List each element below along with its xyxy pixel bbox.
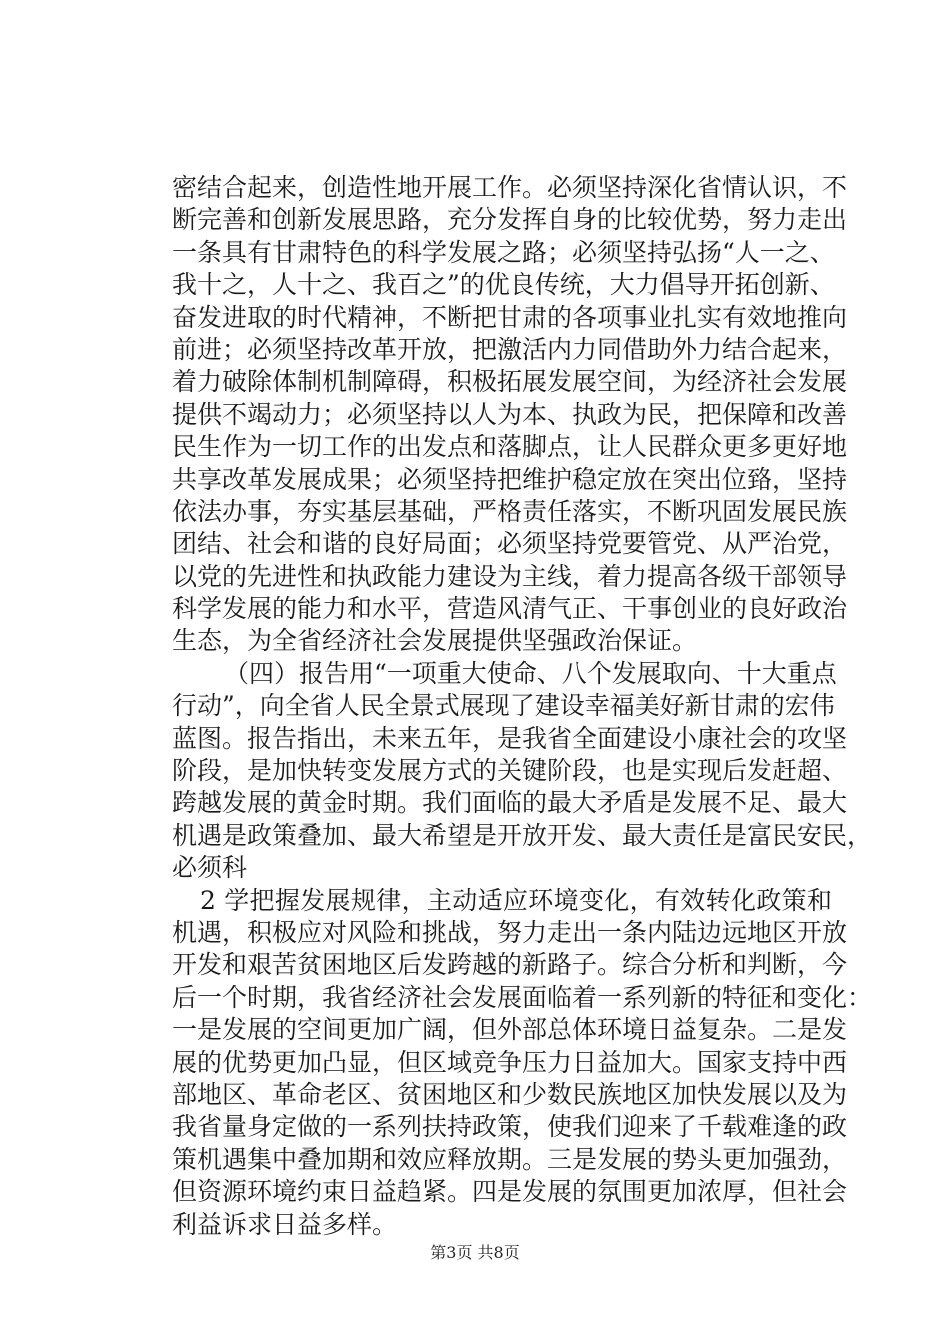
text-line: 前进；必须坚持改革开放，把激活内力同借助外力结合起来， [172,334,848,364]
text-line: 但资源环境约束日益趋紧。四是发展的氛围更加浓厚，但社会 [172,1177,848,1207]
text-line: 展的优势更加凸显，但区域竞争压力日益加大。国家支持中西 [172,1047,848,1077]
text-line: 团结、社会和谐的良好局面；必须坚持党要管党、从严治党， [172,529,848,559]
page-footer [0,1240,950,1263]
document-body [172,172,873,1241]
text-line: 民生作为一切工作的出发点和落脚点，让人民群众更多更好地 [172,432,848,462]
page-number-label: 第3页 共8页 [430,1243,520,1262]
text-line: 2 学把握发展规律，主动适应环境变化，有效转化政策和 [200,885,832,915]
text-line: 依法办事，夯实基层基础，严格责任落实，不断巩固发展民族 [172,496,848,526]
paragraph-analysis [172,885,873,1241]
text-line: 奋发进取的时代精神，不断把甘肃的各项事业扎实有效地推向 [172,302,848,332]
text-line: 科学发展的能力和水平，营造风清气正、干事创业的良好政治 [172,594,848,624]
text-line: 跨越发展的黄金时期。我们面临的最大矛盾是发展不足、最大 [172,788,848,818]
paragraph-continuation [172,172,848,658]
text-line: 利益诉求日益多样。 [172,1209,398,1239]
text-line: 机遇是政策叠加、最大希望是开放开发、最大责任是富民安民， [172,820,873,850]
text-line: 行动”，向全省人民全景式展现了建设幸福美好新甘肃的宏伟 [172,691,835,721]
text-line: 部地区、革命老区、贫困地区和少数民族地区加快发展以及为 [172,1079,848,1109]
paragraph-section-four [172,658,873,885]
text-line: 我省量身定做的一系列扶持政策，使我们迎来了千载难逢的政 [172,1112,848,1142]
text-line: 后一个时期，我省经济社会发展面临着一系列新的特征和变化： [172,982,873,1012]
text-line: 蓝图。报告指出，未来五年，是我省全面建设小康社会的攻坚 [172,723,848,753]
text-line: 策机遇集中叠加期和效应释放期。三是发展的势头更加强劲， [172,1144,848,1174]
text-line: 我十之，人十之、我百之”的优良传统，大力倡导开拓创新、 [172,270,835,300]
text-line: 必须科 [172,853,248,883]
text-line: 一条具有甘肃特色的科学发展之路；必须坚持弘扬“人一之、 [172,237,835,267]
text-line: 断完善和创新发展思路，充分发挥自身的比较优势，努力走出 [172,205,848,235]
text-line: 以党的先进性和执政能力建设为主线，着力提高各级干部领导 [172,561,848,591]
text-line: 密结合起来，创造性地开展工作。必须坚持深化省情认识，不 [172,173,848,202]
text-line: 共享改革发展成果；必须坚持把维护稳定放在突出位臵，坚持 [172,464,848,494]
text-line: （四）报告用“一项重大使命、八个发展取向、十大重点 [224,658,837,688]
text-line: 着力破除体制机制障碍，积极拓展发展空间，为经济社会发展 [172,367,848,397]
text-line: 一是发展的空间更加广阔，但外部总体环境日益复杂。二是发 [172,1015,848,1045]
text-line: 生态，为全省经济社会发展提供坚强政治保证。 [172,626,698,656]
text-line: 机遇，积极应对风险和挑战，努力走出一条内陆边远地区开放 [172,917,848,947]
text-line: 提供不竭动力；必须坚持以人为本、执政为民，把保障和改善 [172,399,848,429]
text-line: 开发和艰苦贫困地区后发跨越的新路子。综合分析和判断，今 [172,950,848,980]
text-line: 阶段，是加快转变发展方式的关键阶段，也是实现后发赶超、 [172,756,848,786]
